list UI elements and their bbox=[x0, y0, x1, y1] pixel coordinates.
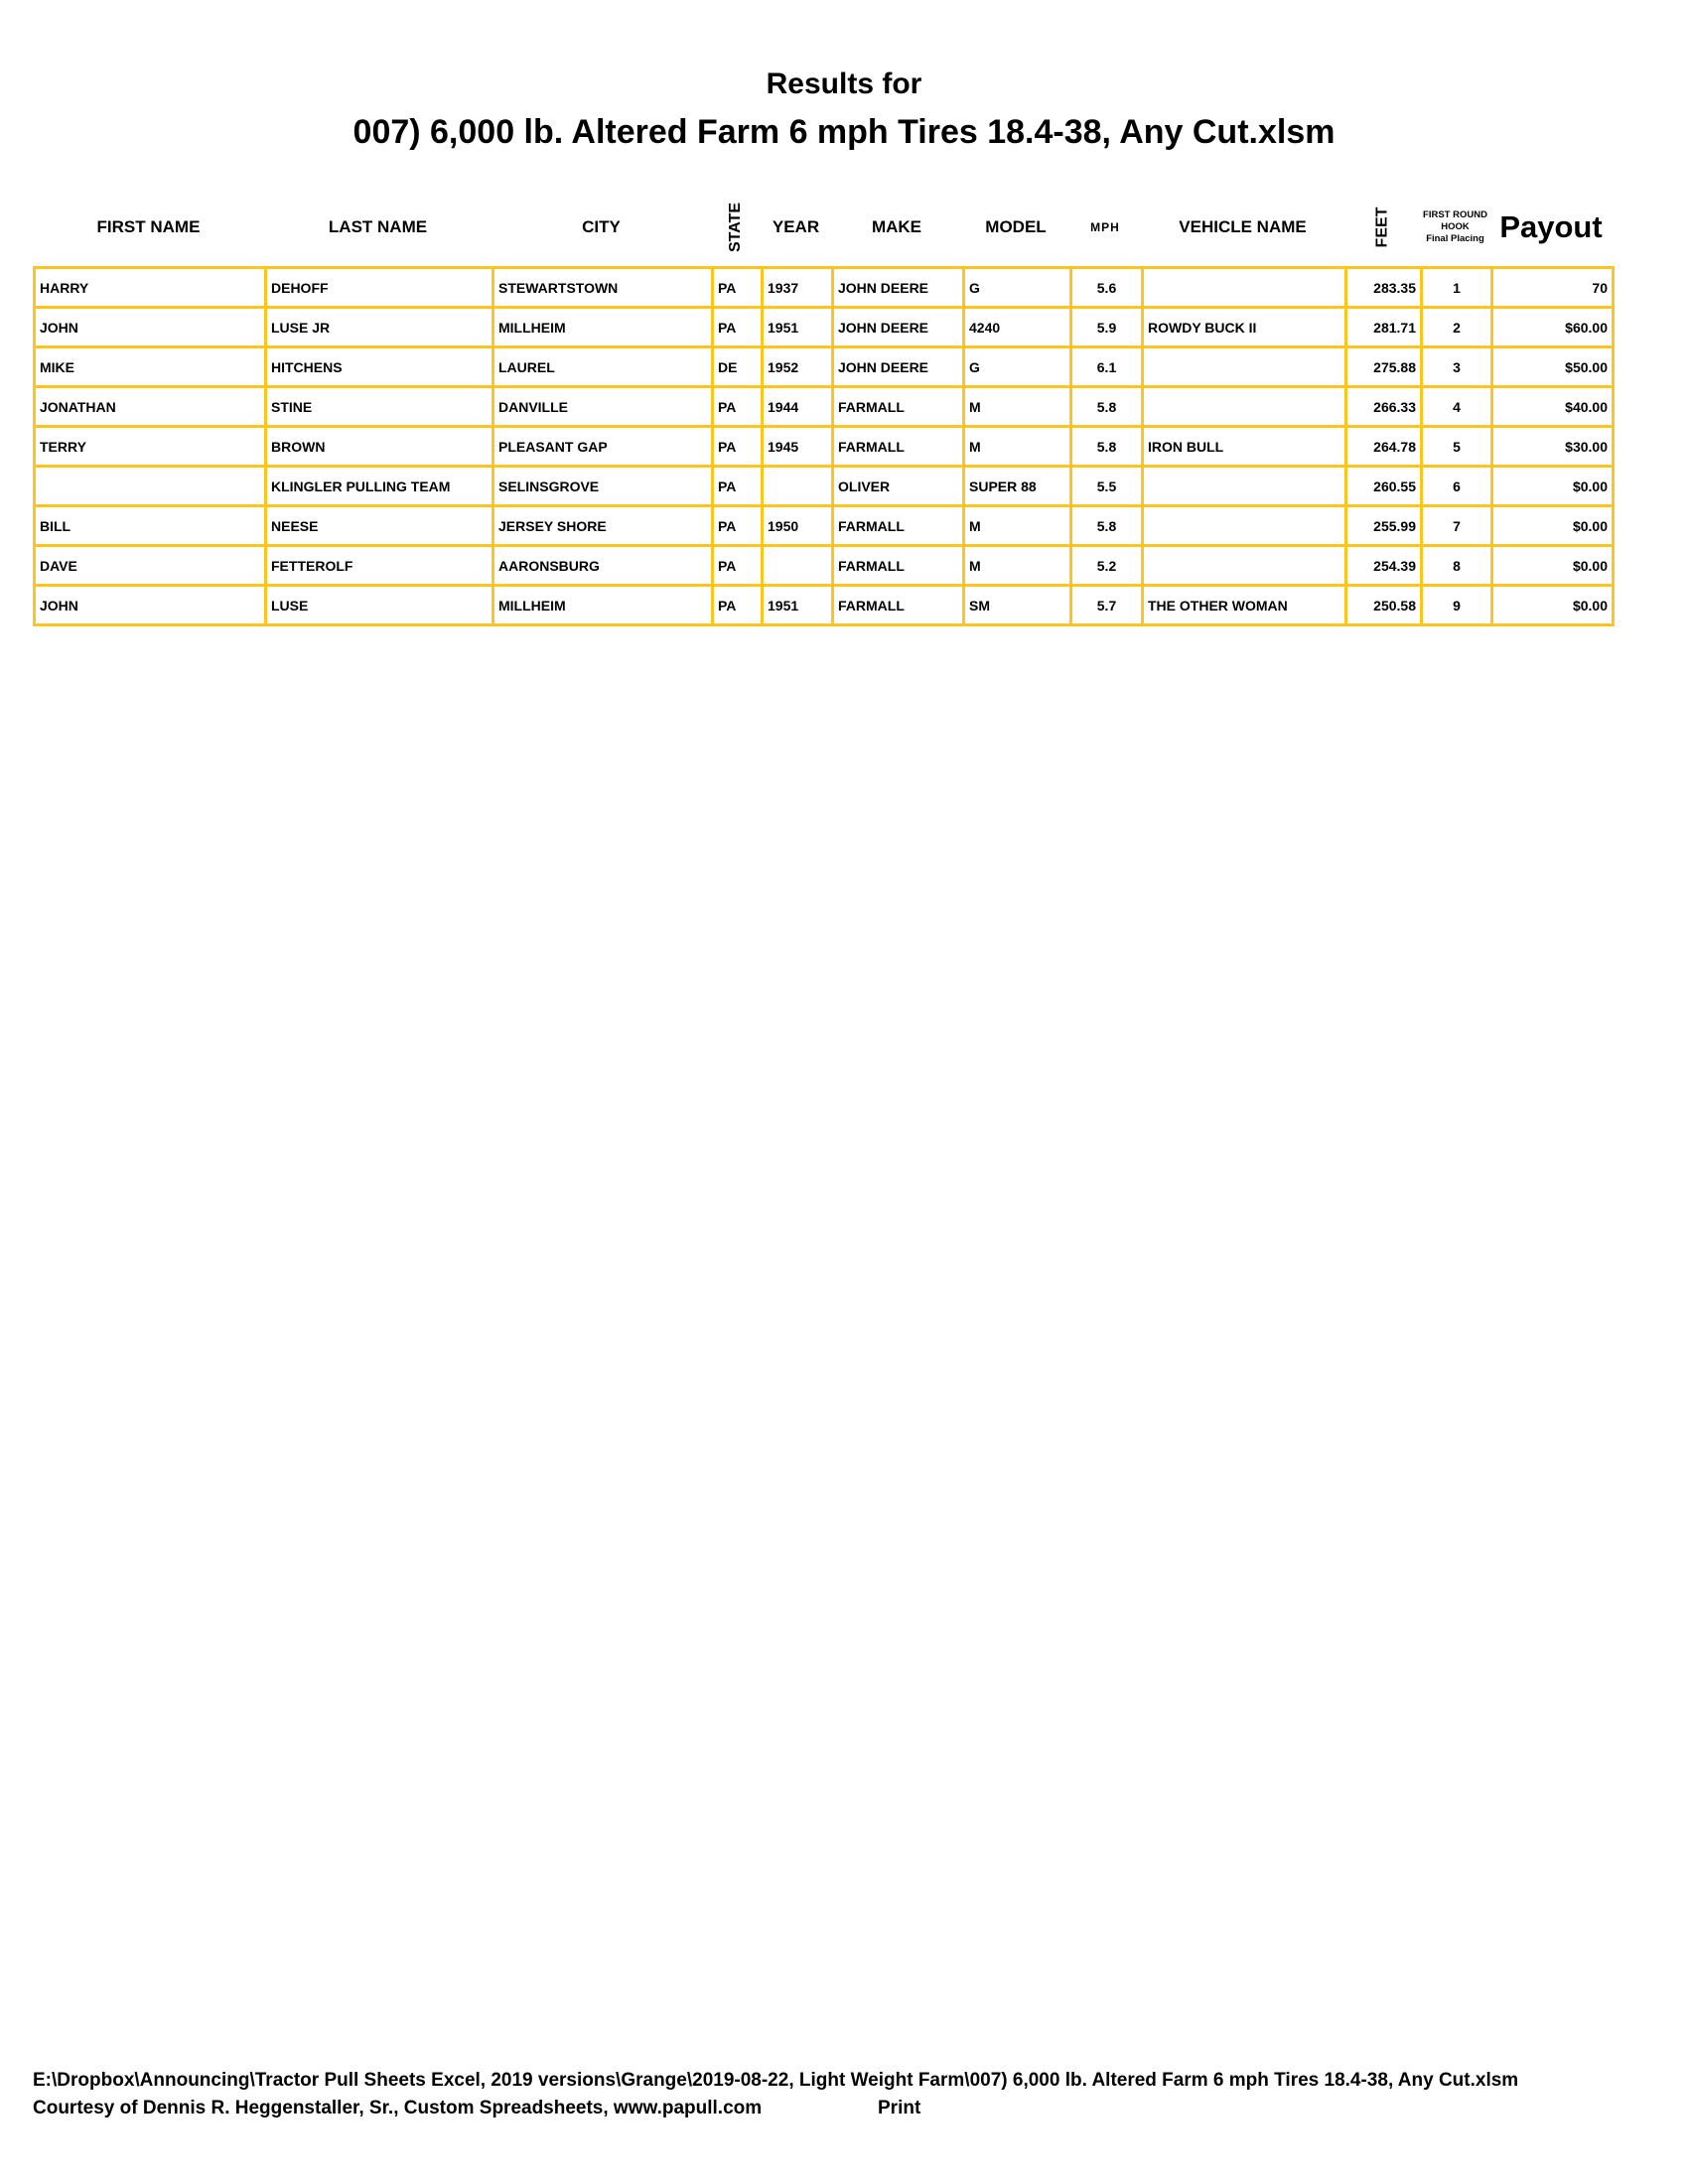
cell-year bbox=[763, 546, 833, 586]
cell-mph: 5.8 bbox=[1071, 506, 1143, 546]
cell-last-name: HITCHENS bbox=[266, 347, 493, 387]
table-row bbox=[35, 308, 1614, 347]
footer-courtesy-text: Courtesy of Dennis R. Heggenstaller, Sr., Custom Spreadsheets, www.papull.com bbox=[33, 2098, 763, 2118]
cell-year: 1951 bbox=[763, 586, 833, 625]
cell-first-name: HARRY bbox=[35, 268, 266, 308]
cell-state: PA bbox=[713, 308, 763, 347]
column-header-state: STATE bbox=[727, 202, 745, 253]
cell-first-name: MIKE bbox=[35, 347, 266, 387]
cell-vehicle-name bbox=[1143, 546, 1346, 586]
cell-feet: 275.88 bbox=[1346, 347, 1422, 387]
cell-model: G bbox=[964, 347, 1071, 387]
cell-make: FARMALL bbox=[833, 506, 964, 546]
cell-vehicle-name bbox=[1143, 467, 1346, 506]
cell-payout: $0.00 bbox=[1492, 586, 1614, 625]
cell-first-name bbox=[35, 467, 266, 506]
cell-last-name: BROWN bbox=[266, 427, 493, 467]
footer-file-path: E:\Dropbox\Announcing\Tractor Pull Sheets Excel, 2019 versions\Grange\2019-08-22, Light Weight Farm\007) 6,000 lb. Altered Farm 6 mph Tires 18.4-38, Any Cut.xlsm bbox=[33, 2070, 1519, 2091]
cell-city: SELINSGROVE bbox=[493, 467, 713, 506]
cell-payout: $60.00 bbox=[1492, 308, 1614, 347]
cell-state: PA bbox=[713, 427, 763, 467]
table-row bbox=[35, 506, 1614, 546]
cell-year bbox=[763, 467, 833, 506]
cell-first-name: BILL bbox=[35, 506, 266, 546]
cell-first-name: JOHN bbox=[35, 586, 266, 625]
cell-hook: 4 bbox=[1422, 387, 1492, 427]
cell-first-name: JONATHAN bbox=[35, 387, 266, 427]
cell-make: FARMALL bbox=[833, 427, 964, 467]
cell-year: 1951 bbox=[763, 308, 833, 347]
column-header-vehicle-name: VEHICLE NAME bbox=[1179, 217, 1307, 236]
cell-make: FARMALL bbox=[833, 387, 964, 427]
cell-city: DANVILLE bbox=[493, 387, 713, 427]
cell-state: DE bbox=[713, 347, 763, 387]
cell-city: STEWARTSTOWN bbox=[493, 268, 713, 308]
cell-feet: 260.55 bbox=[1346, 467, 1422, 506]
table-row bbox=[35, 347, 1614, 387]
column-header-hook-placing bbox=[1420, 189, 1490, 266]
cell-city: LAUREL bbox=[493, 347, 713, 387]
table-row bbox=[35, 268, 1614, 308]
cell-hook: 1 bbox=[1422, 268, 1492, 308]
cell-hook: 5 bbox=[1422, 427, 1492, 467]
cell-model: SUPER 88 bbox=[964, 467, 1071, 506]
cell-mph: 5.9 bbox=[1071, 308, 1143, 347]
cell-last-name: LUSE bbox=[266, 586, 493, 625]
cell-hook: 2 bbox=[1422, 308, 1492, 347]
cell-mph: 5.6 bbox=[1071, 268, 1143, 308]
cell-last-name: DEHOFF bbox=[266, 268, 493, 308]
cell-last-name: KLINGLER PULLING TEAM bbox=[266, 467, 493, 506]
cell-vehicle-name bbox=[1143, 506, 1346, 546]
cell-state: PA bbox=[713, 467, 763, 506]
column-header-make: MAKE bbox=[871, 217, 922, 236]
cell-model: M bbox=[964, 546, 1071, 586]
footer-courtesy-line bbox=[33, 2095, 1661, 2122]
cell-vehicle-name bbox=[1143, 268, 1346, 308]
cell-hook: 8 bbox=[1422, 546, 1492, 586]
print-button[interactable]: Print bbox=[878, 2098, 921, 2118]
table-row bbox=[35, 467, 1614, 506]
hook-header-line1: FIRST ROUND bbox=[1423, 209, 1487, 220]
cell-first-name: JOHN bbox=[35, 308, 266, 347]
column-header-mph: MPH bbox=[1090, 220, 1120, 234]
cell-make: JOHN DEERE bbox=[833, 268, 964, 308]
cell-model: G bbox=[964, 268, 1071, 308]
cell-payout: 70 bbox=[1492, 268, 1614, 308]
cell-model: 4240 bbox=[964, 308, 1071, 347]
cell-city: MILLHEIM bbox=[493, 586, 713, 625]
cell-make: FARMALL bbox=[833, 586, 964, 625]
page-title: Results for bbox=[766, 68, 922, 100]
results-table-body bbox=[35, 268, 1614, 625]
cell-vehicle-name bbox=[1143, 347, 1346, 387]
cell-make: JOHN DEERE bbox=[833, 347, 964, 387]
column-header-model: MODEL bbox=[985, 217, 1047, 236]
cell-mph: 5.8 bbox=[1071, 427, 1143, 467]
cell-model: M bbox=[964, 427, 1071, 467]
column-header-feet: FEET bbox=[1372, 206, 1390, 248]
cell-first-name: DAVE bbox=[35, 546, 266, 586]
cell-payout: $50.00 bbox=[1492, 347, 1614, 387]
column-header-last-name: LAST NAME bbox=[328, 217, 428, 236]
cell-feet: 283.35 bbox=[1346, 268, 1422, 308]
cell-mph: 5.8 bbox=[1071, 387, 1143, 427]
hook-header-line2: HOOK bbox=[1441, 221, 1470, 232]
cell-feet: 255.99 bbox=[1346, 506, 1422, 546]
hook-header-line3: Final Placing bbox=[1426, 233, 1484, 244]
cell-mph: 6.1 bbox=[1071, 347, 1143, 387]
column-header-year: YEAR bbox=[772, 217, 820, 236]
page-subtitle: 007) 6,000 lb. Altered Farm 6 mph Tires 18.4-38, Any Cut.xlsm bbox=[352, 113, 1336, 151]
cell-state: PA bbox=[713, 387, 763, 427]
cell-make: JOHN DEERE bbox=[833, 308, 964, 347]
column-header-first-name: FIRST NAME bbox=[96, 217, 201, 236]
cell-model: M bbox=[964, 387, 1071, 427]
cell-year: 1945 bbox=[763, 427, 833, 467]
cell-state: PA bbox=[713, 546, 763, 586]
cell-hook: 3 bbox=[1422, 347, 1492, 387]
cell-vehicle-name: THE OTHER WOMAN bbox=[1143, 586, 1346, 625]
cell-feet: 264.78 bbox=[1346, 427, 1422, 467]
cell-hook: 6 bbox=[1422, 467, 1492, 506]
cell-last-name: STINE bbox=[266, 387, 493, 427]
cell-model: SM bbox=[964, 586, 1071, 625]
cell-payout: $40.00 bbox=[1492, 387, 1614, 427]
cell-year: 1952 bbox=[763, 347, 833, 387]
cell-feet: 266.33 bbox=[1346, 387, 1422, 427]
cell-last-name: LUSE JR bbox=[266, 308, 493, 347]
cell-year: 1944 bbox=[763, 387, 833, 427]
cell-hook: 7 bbox=[1422, 506, 1492, 546]
page-footer bbox=[33, 2067, 1661, 2122]
cell-first-name: TERRY bbox=[35, 427, 266, 467]
results-table bbox=[33, 266, 1615, 626]
table-header-row bbox=[33, 189, 1612, 266]
cell-feet: 281.71 bbox=[1346, 308, 1422, 347]
table-row bbox=[35, 427, 1614, 467]
cell-model: M bbox=[964, 506, 1071, 546]
cell-mph: 5.2 bbox=[1071, 546, 1143, 586]
cell-city: PLEASANT GAP bbox=[493, 427, 713, 467]
cell-city: MILLHEIM bbox=[493, 308, 713, 347]
cell-year: 1950 bbox=[763, 506, 833, 546]
cell-payout: $0.00 bbox=[1492, 546, 1614, 586]
table-row bbox=[35, 586, 1614, 625]
cell-hook: 9 bbox=[1422, 586, 1492, 625]
column-header-city: CITY bbox=[582, 217, 621, 236]
cell-feet: 250.58 bbox=[1346, 586, 1422, 625]
cell-state: PA bbox=[713, 268, 763, 308]
cell-make: FARMALL bbox=[833, 546, 964, 586]
cell-mph: 5.5 bbox=[1071, 467, 1143, 506]
cell-payout: $0.00 bbox=[1492, 467, 1614, 506]
table-row bbox=[35, 546, 1614, 586]
cell-feet: 254.39 bbox=[1346, 546, 1422, 586]
cell-state: PA bbox=[713, 506, 763, 546]
cell-vehicle-name bbox=[1143, 387, 1346, 427]
cell-city: JERSEY SHORE bbox=[493, 506, 713, 546]
cell-year: 1937 bbox=[763, 268, 833, 308]
cell-make: OLIVER bbox=[833, 467, 964, 506]
cell-payout: $30.00 bbox=[1492, 427, 1614, 467]
cell-last-name: FETTEROLF bbox=[266, 546, 493, 586]
cell-vehicle-name: ROWDY BUCK II bbox=[1143, 308, 1346, 347]
column-header-payout: Payout bbox=[1499, 209, 1603, 244]
table-row bbox=[35, 387, 1614, 427]
cell-mph: 5.7 bbox=[1071, 586, 1143, 625]
cell-vehicle-name: IRON BULL bbox=[1143, 427, 1346, 467]
cell-state: PA bbox=[713, 586, 763, 625]
cell-last-name: NEESE bbox=[266, 506, 493, 546]
cell-payout: $0.00 bbox=[1492, 506, 1614, 546]
cell-city: AARONSBURG bbox=[493, 546, 713, 586]
